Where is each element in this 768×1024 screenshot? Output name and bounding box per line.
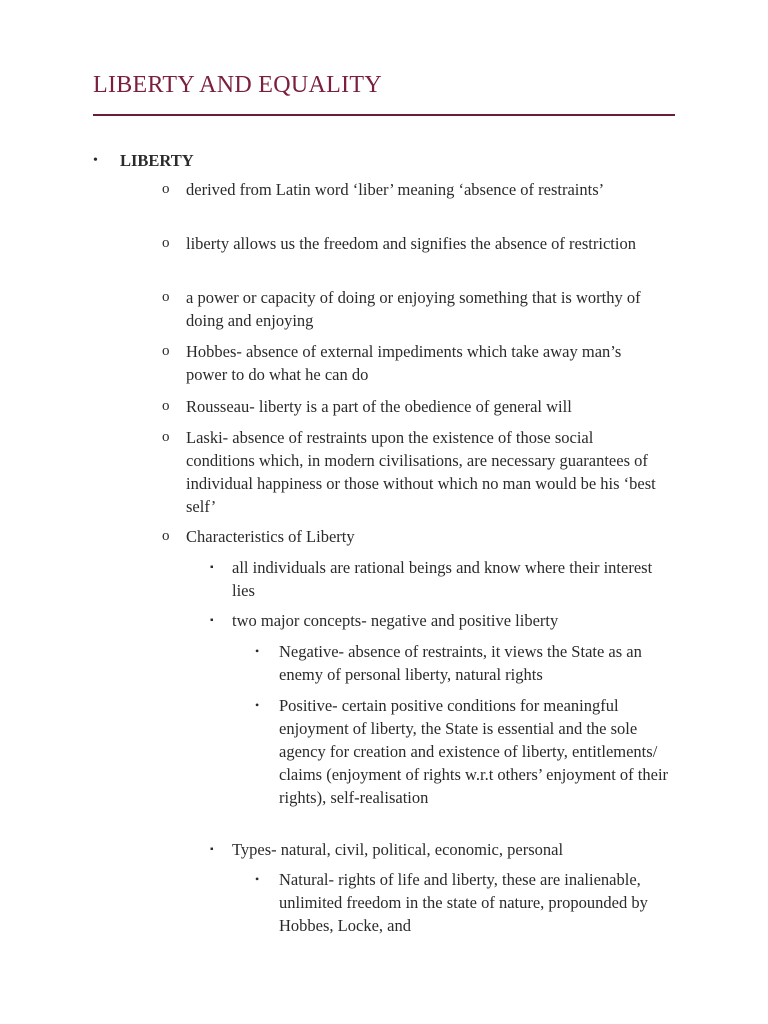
list-item-level-4: Positive- certain positive conditions for meaningful enjoyment of liberty, the State is essential and the sole agency for creation and existence of liberty, entitlements/ claims (enjoyment of rights w.r.t others’ enjoyment of their rights), self-realisation xyxy=(279,696,669,807)
list-bullet-level-2: o xyxy=(162,343,170,359)
list-item-level-1: LIBERTY xyxy=(120,151,194,170)
list-item-level-2: Characteristics of Liberty xyxy=(186,527,355,546)
list-bullet-level-4: • xyxy=(255,872,260,886)
list-bullet-level-2: o xyxy=(162,429,170,445)
list-item-level-3: all individuals are rational beings and know where their interest lies xyxy=(232,558,653,600)
list-item-level-4: Natural- rights of life and liberty, these are inalienable, unlimited freedom in the state of nature, propounded by Hobbes, Locke, and xyxy=(279,870,648,935)
list-bullet-level-1: • xyxy=(93,153,98,168)
list-bullet-level-2: o xyxy=(162,289,170,305)
list-item-level-2: Hobbes- absence of external impediments which take away man’s power to do what he can do xyxy=(186,342,622,384)
list-item-level-4: Negative- absence of restraints, it views the State as an enemy of personal liberty, natural rights xyxy=(279,642,642,684)
list-item-level-2: Rousseau- liberty is a part of the obedience of general will xyxy=(186,397,572,416)
list-item-level-3: two major concepts- negative and positive liberty xyxy=(232,611,559,630)
list-item-level-2: liberty allows us the freedom and signifies the absence of restriction xyxy=(186,234,636,253)
list-bullet-level-2: o xyxy=(162,235,170,251)
list-bullet-level-2: o xyxy=(162,528,170,544)
list-bullet-level-3: ▪ xyxy=(210,562,214,573)
list-item-level-2: derived from Latin word ‘liber’ meaning ‘absence of restraints’ xyxy=(186,180,605,199)
list-bullet-level-4: • xyxy=(255,698,260,712)
list-item-level-3: Types- natural, civil, political, economic, personal xyxy=(232,840,564,859)
list-bullet-level-2: o xyxy=(162,181,170,197)
list-item-level-2: a power or capacity of doing or enjoying something that is worthy of doing and enjoying xyxy=(186,288,641,330)
list-item-level-2: Laski- absence of restraints upon the existence of those social conditions which, in modern civilisations, are necessary guarantees of individual happiness or those without which no man would be his ‘best self’ xyxy=(186,428,656,516)
list-bullet-level-3: ▪ xyxy=(210,615,214,626)
list-bullet-level-3: ▪ xyxy=(210,844,214,855)
list-bullet-level-4: • xyxy=(255,644,260,658)
document-title: LIBERTY AND EQUALITY xyxy=(93,72,382,98)
list-bullet-level-2: o xyxy=(162,398,170,414)
title-divider xyxy=(93,114,675,116)
